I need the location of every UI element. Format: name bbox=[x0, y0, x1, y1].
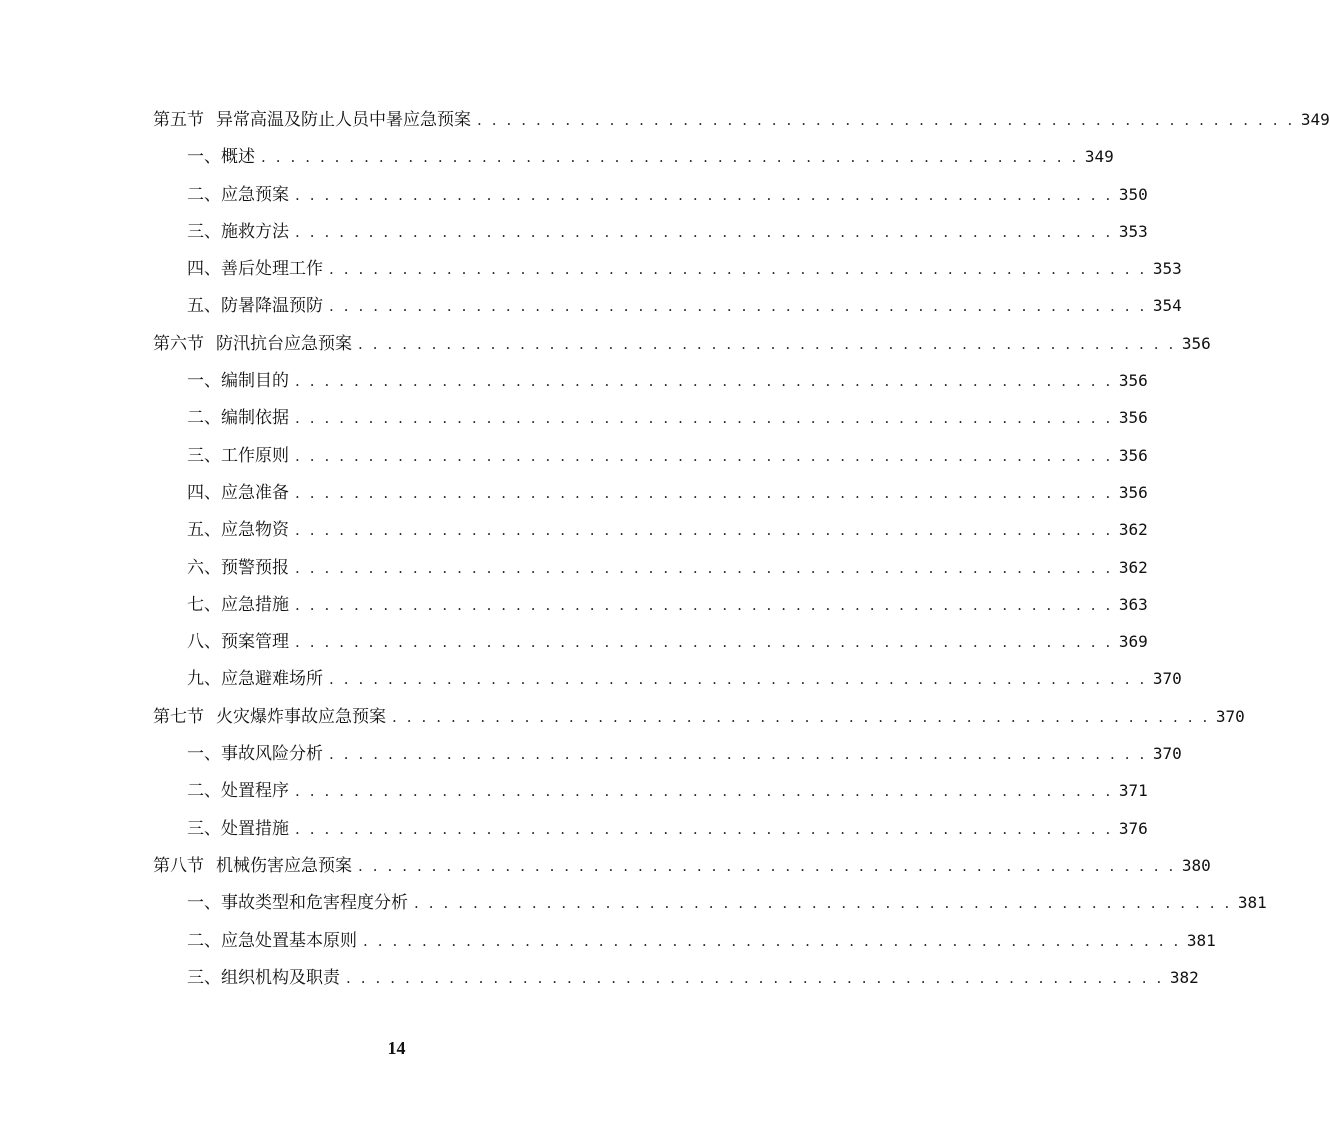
table-of-contents bbox=[153, 101, 1330, 996]
toc-page-number: 380 bbox=[1181, 855, 1211, 875]
toc-page-number: 353 bbox=[1152, 259, 1182, 279]
toc-entry-title: 应急处置基本原则 bbox=[221, 930, 357, 951]
toc-entry-text bbox=[187, 624, 289, 661]
toc-subsection-entry[interactable] bbox=[153, 437, 1148, 474]
toc-page-number: 349 bbox=[1084, 147, 1114, 167]
toc-page-number: 370 bbox=[1152, 744, 1182, 764]
toc-dot-leader: . . . . . . . . . . . . . . . . . . . . . . . . . . . . . . . . . . . . . . . . . . . . . . . . . . . . . . . . bbox=[295, 558, 1113, 577]
toc-dot-leader: . . . . . . . . . . . . . . . . . . . . . . . . . . . . . . . . . . . . . . . . . . . . . . . . . . . . . . . . bbox=[358, 856, 1176, 875]
toc-dot-leader: . . . . . . . . . . . . . . . . . . . . . . . . . . . . . . . . . . . . . . . . . . . . . . . . . . . . . . . . bbox=[329, 745, 1147, 764]
toc-dot-leader: . . . . . . . . . . . . . . . . . . . . . . . . . . . . . . . . . . . . . . . . . . . . . . . . . . . . . . . . bbox=[295, 521, 1113, 540]
toc-dot-leader: . . . . . . . . . . . . . . . . . . . . . . . . . . . . . . . . . . . . . . . . . . . . . . . . . . . . . . . . bbox=[295, 633, 1113, 652]
toc-page-number: 369 bbox=[1118, 632, 1148, 652]
toc-page-number: 356 bbox=[1118, 408, 1148, 428]
toc-section-entry[interactable] bbox=[153, 325, 1211, 362]
toc-entry-title: 机械伤害应急预案 bbox=[216, 855, 352, 876]
toc-entry-title: 预案管理 bbox=[221, 632, 289, 653]
toc-entry-text bbox=[187, 363, 289, 400]
toc-subsection-entry[interactable] bbox=[153, 810, 1148, 847]
toc-entry-number: 第五节 bbox=[153, 110, 204, 130]
toc-entry-text bbox=[187, 214, 289, 251]
toc-entry-text bbox=[187, 177, 289, 214]
toc-entry-text bbox=[187, 400, 289, 437]
toc-page-number: 381 bbox=[1186, 930, 1216, 950]
toc-dot-leader: . . . . . . . . . . . . . . . . . . . . . . . . . . . . . . . . . . . . . . . . . . . . . . . . . . . . . . . . bbox=[392, 707, 1210, 726]
toc-entry-text bbox=[187, 960, 340, 997]
toc-entry-number: 五、 bbox=[187, 520, 221, 541]
toc-dot-leader: . . . . . . . . . . . . . . . . . . . . . . . . . . . . . . . . . . . . . . . . . . . . . . . . . . . . . . . . bbox=[358, 334, 1176, 353]
toc-section-entry[interactable] bbox=[153, 101, 1330, 138]
toc-subsection-entry[interactable] bbox=[153, 660, 1182, 697]
toc-page-number: 356 bbox=[1118, 445, 1148, 465]
page-number: 14 bbox=[387, 1038, 406, 1058]
toc-subsection-entry[interactable] bbox=[153, 399, 1148, 436]
toc-dot-leader: . . . . . . . . . . . . . . . . . . . . . . . . . . . . . . . . . . . . . . . . . . . . . . . . . . . . . . . . bbox=[295, 222, 1113, 241]
toc-entry-text bbox=[187, 475, 289, 512]
toc-entry-number: 九、 bbox=[187, 669, 221, 690]
toc-subsection-entry[interactable] bbox=[153, 474, 1148, 511]
toc-dot-leader: . . . . . . . . . . . . . . . . . . . . . . . . . . . . . . . . . . . . . . . . . . . . . . . . . . . . . . . . bbox=[295, 483, 1113, 502]
toc-entry-number: 二、 bbox=[187, 408, 221, 429]
toc-entry-number: 四、 bbox=[187, 259, 221, 280]
toc-page-number: 356 bbox=[1118, 371, 1148, 391]
toc-entry-title: 应急物资 bbox=[221, 520, 289, 541]
toc-entry-text bbox=[187, 139, 255, 176]
toc-page-number: 382 bbox=[1169, 967, 1199, 987]
toc-entry-title: 防暑降温预防 bbox=[221, 296, 323, 317]
toc-dot-leader: . . . . . . . . . . . . . . . . . . . . . . . . . . . . . . . . . . . . . . . . . . . . . . . . . . . . . . . . bbox=[295, 446, 1113, 465]
toc-dot-leader: . . . . . . . . . . . . . . . . . . . . . . . . . . . . . . . . . . . . . . . . . . . . . . . . . . . . . . . . bbox=[295, 409, 1113, 428]
toc-page-number: 371 bbox=[1118, 781, 1148, 801]
toc-entry-number: 第六节 bbox=[153, 333, 204, 354]
toc-subsection-entry[interactable] bbox=[153, 287, 1182, 324]
toc-entry-title: 火灾爆炸事故应急预案 bbox=[216, 706, 386, 727]
toc-subsection-entry[interactable] bbox=[153, 138, 1114, 175]
toc-dot-leader: . . . . . . . . . . . . . . . . . . . . . . . . . . . . . . . . . . . . . . . . . . . . . . . . . . . . . . . . bbox=[329, 260, 1147, 279]
toc-dot-leader: . . . . . . . . . . . . . . . . . . . . . . . . . . . . . . . . . . . . . . . . . . . . . . . . . . . . . . . . bbox=[295, 185, 1113, 204]
toc-entry-text bbox=[187, 288, 323, 325]
toc-page-number: 349 bbox=[1300, 110, 1330, 129]
toc-entry-text bbox=[187, 550, 289, 587]
toc-page-number: 350 bbox=[1118, 184, 1148, 204]
toc-entry-text bbox=[153, 848, 352, 885]
toc-subsection-entry[interactable] bbox=[153, 213, 1148, 250]
toc-subsection-entry[interactable] bbox=[153, 549, 1148, 586]
toc-page-number: 354 bbox=[1152, 296, 1182, 316]
toc-dot-leader: . . . . . . . . . . . . . . . . . . . . . . . . . . . . . . . . . . . . . . . . . . . . . . . . . . . . . . . . bbox=[295, 819, 1113, 838]
toc-entry-text bbox=[187, 885, 408, 922]
toc-entry-number: 一、 bbox=[187, 893, 221, 914]
toc-dot-leader: . . . . . . . . . . . . . . . . . . . . . . . . . . . . . . . . . . . . . . . . . . . . . . . . . . . . . . . . bbox=[414, 894, 1232, 913]
toc-entry-title: 工作原则 bbox=[221, 445, 289, 466]
toc-entry-text bbox=[187, 811, 289, 848]
toc-entry-number: 八、 bbox=[187, 632, 221, 653]
toc-dot-leader: . . . . . . . . . . . . . . . . . . . . . . . . . . . . . . . . . . . . . . . . . . . . . . . . . . . . . . . . bbox=[477, 111, 1295, 129]
toc-entry-text bbox=[187, 736, 323, 773]
toc-section-entry[interactable] bbox=[153, 847, 1211, 884]
toc-entry-text bbox=[187, 512, 289, 549]
toc-dot-leader: . . . . . . . . . . . . . . . . . . . . . . . . . . . . . . . . . . . . . . . . . . . . . . . . . . . . . . . . bbox=[261, 148, 1079, 167]
toc-entry-title: 概述 bbox=[221, 147, 255, 168]
toc-subsection-entry[interactable] bbox=[153, 250, 1182, 287]
toc-entry-number: 六、 bbox=[187, 557, 221, 578]
toc-subsection-entry[interactable] bbox=[153, 884, 1267, 921]
toc-entry-number: 七、 bbox=[187, 594, 221, 615]
toc-entry-title: 防汛抗台应急预案 bbox=[216, 333, 352, 354]
toc-entry-title: 事故类型和危害程度分析 bbox=[221, 893, 408, 914]
toc-subsection-entry[interactable] bbox=[153, 176, 1148, 213]
toc-page-number: 353 bbox=[1118, 221, 1148, 241]
toc-dot-leader: . . . . . . . . . . . . . . . . . . . . . . . . . . . . . . . . . . . . . . . . . . . . . . . . . . . . . . . . bbox=[295, 595, 1113, 614]
toc-entry-number: 第七节 bbox=[153, 706, 204, 727]
toc-subsection-entry[interactable] bbox=[153, 772, 1148, 809]
toc-entry-text bbox=[153, 326, 352, 363]
toc-page-number: 370 bbox=[1215, 706, 1245, 726]
toc-entry-title: 处置措施 bbox=[221, 818, 289, 839]
toc-subsection-entry[interactable] bbox=[153, 959, 1199, 996]
toc-page-number: 362 bbox=[1118, 557, 1148, 577]
toc-entry-text bbox=[187, 923, 357, 960]
toc-page-number: 370 bbox=[1152, 669, 1182, 689]
toc-entry-text bbox=[187, 438, 289, 475]
toc-page-number: 381 bbox=[1237, 893, 1267, 913]
toc-subsection-entry[interactable] bbox=[153, 922, 1216, 959]
toc-entry-number: 三、 bbox=[187, 445, 221, 466]
toc-entry-text bbox=[187, 251, 323, 288]
toc-entry-text bbox=[187, 773, 289, 810]
toc-subsection-entry[interactable] bbox=[153, 511, 1148, 548]
toc-page-number: 362 bbox=[1118, 520, 1148, 540]
toc-dot-leader: . . . . . . . . . . . . . . . . . . . . . . . . . . . . . . . . . . . . . . . . . . . . . . . . . . . . . . . . bbox=[295, 782, 1113, 801]
toc-entry-number: 第八节 bbox=[153, 855, 204, 876]
toc-entry-title: 应急预案 bbox=[221, 184, 289, 205]
toc-page-number: 363 bbox=[1118, 594, 1148, 614]
toc-entry-text bbox=[153, 102, 471, 139]
toc-page-number: 376 bbox=[1118, 818, 1148, 838]
toc-entry-title: 事故风险分析 bbox=[221, 744, 323, 765]
toc-entry-number: 三、 bbox=[187, 818, 221, 839]
toc-entry-title: 施救方法 bbox=[221, 221, 289, 242]
toc-page-number: 356 bbox=[1118, 482, 1148, 502]
toc-entry-number: 一、 bbox=[187, 147, 221, 168]
toc-entry-title: 善后处理工作 bbox=[221, 259, 323, 280]
toc-subsection-entry[interactable] bbox=[153, 623, 1148, 660]
toc-dot-leader: . . . . . . . . . . . . . . . . . . . . . . . . . . . . . . . . . . . . . . . . . . . . . . . . . . . . . . . . bbox=[295, 372, 1113, 391]
toc-entry-number: 三、 bbox=[187, 221, 221, 242]
toc-subsection-entry[interactable] bbox=[153, 735, 1182, 772]
toc-entry-title: 应急准备 bbox=[221, 482, 289, 503]
toc-entry-number: 一、 bbox=[187, 744, 221, 765]
toc-entry-number: 五、 bbox=[187, 296, 221, 317]
toc-entry-number: 三、 bbox=[187, 967, 221, 988]
toc-dot-leader: . . . . . . . . . . . . . . . . . . . . . . . . . . . . . . . . . . . . . . . . . . . . . . . . . . . . . . . . bbox=[329, 670, 1147, 689]
toc-entry-number: 一、 bbox=[187, 371, 221, 392]
toc-entry-title: 应急避难场所 bbox=[221, 669, 323, 690]
toc-entry-title: 处置程序 bbox=[221, 781, 289, 802]
toc-subsection-entry[interactable] bbox=[153, 362, 1148, 399]
toc-entry-text bbox=[153, 699, 386, 736]
toc-page-number: 356 bbox=[1181, 333, 1211, 353]
toc-dot-leader: . . . . . . . . . . . . . . . . . . . . . . . . . . . . . . . . . . . . . . . . . . . . . . . . . . . . . . . . bbox=[363, 931, 1181, 950]
toc-entry-text bbox=[187, 661, 323, 698]
toc-entry-text bbox=[187, 587, 289, 624]
toc-dot-leader: . . . . . . . . . . . . . . . . . . . . . . . . . . . . . . . . . . . . . . . . . . . . . . . . . . . . . . . . bbox=[329, 297, 1147, 316]
toc-entry-number: 四、 bbox=[187, 482, 221, 503]
toc-dot-leader: . . . . . . . . . . . . . . . . . . . . . . . . . . . . . . . . . . . . . . . . . . . . . . . . . . . . . . . . bbox=[346, 968, 1164, 987]
toc-entry-title: 应急措施 bbox=[221, 594, 289, 615]
toc-subsection-entry[interactable] bbox=[153, 586, 1148, 623]
toc-entry-title: 异常高温及防止人员中暑应急预案 bbox=[216, 110, 471, 130]
toc-entry-title: 编制目的 bbox=[221, 371, 289, 392]
toc-entry-title: 预警预报 bbox=[221, 557, 289, 578]
toc-section-entry[interactable] bbox=[153, 698, 1245, 735]
toc-entry-title: 编制依据 bbox=[221, 408, 289, 429]
toc-entry-title: 组织机构及职责 bbox=[221, 967, 340, 988]
toc-entry-number: 二、 bbox=[187, 930, 221, 951]
toc-entry-number: 二、 bbox=[187, 184, 221, 205]
toc-entry-number: 二、 bbox=[187, 781, 221, 802]
